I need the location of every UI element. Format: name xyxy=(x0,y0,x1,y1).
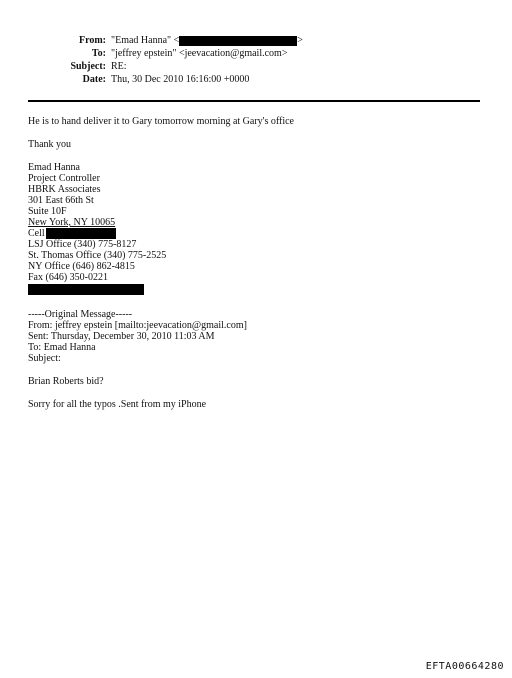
original-divider: -----Original Message----- xyxy=(28,309,133,320)
body-thanks: Thank you xyxy=(28,139,72,150)
original-message: Brian Roberts bid? xyxy=(28,376,104,387)
original-footer-note: Sorry for all the typos .Sent from my iPhone xyxy=(28,399,207,410)
body-message: He is to hand deliver it to Gary tomorrow morning at Gary's office xyxy=(28,116,294,127)
signature-fax: Fax (646) 350-0221 xyxy=(28,272,108,283)
original-to: To: Emad Hanna xyxy=(28,342,96,353)
original-sent: Sent: Thursday, December 30, 2010 11:03 AM xyxy=(28,331,215,342)
signature-lsj-office: LSJ Office (340) 775-8127 xyxy=(28,239,137,250)
from-name: "Emad Hanna" < xyxy=(111,35,180,46)
to-label: To: xyxy=(91,48,106,59)
from-close: > xyxy=(297,35,303,46)
to-value: "jeffrey epstein" <jeevacation@gmail.com> xyxy=(111,48,288,59)
date-label: Date: xyxy=(82,74,106,85)
signature-address3: New York, NY 10065 xyxy=(28,217,116,228)
document-id: EFTA00664280 xyxy=(425,661,504,672)
redaction-bar xyxy=(28,284,144,295)
redaction-bar xyxy=(179,36,297,46)
signature-title: Project Controller xyxy=(28,173,100,184)
from-value xyxy=(111,34,303,47)
original-subject: Subject: xyxy=(28,353,61,364)
email-header xyxy=(30,34,490,86)
signature-address1: 301 East 66th St xyxy=(28,195,94,206)
signature-name: Emad Hanna xyxy=(28,162,80,173)
from-label: From: xyxy=(78,35,106,46)
header-divider xyxy=(28,100,480,102)
signature-address2: Suite 10F xyxy=(28,206,67,217)
signature-cell xyxy=(28,228,116,239)
signature-st-thomas-office: St. Thomas Office (340) 775-2525 xyxy=(28,250,167,261)
signature-company: HBRK Associates xyxy=(28,184,101,195)
signature-ny-office: NY Office (646) 862-4815 xyxy=(28,261,135,272)
redaction-bar xyxy=(46,228,116,239)
original-from: From: jeffrey epstein [mailto:jeevacation@gmail.com] xyxy=(28,320,247,331)
date-value: Thu, 30 Dec 2010 16:16:00 +0000 xyxy=(111,74,250,85)
subject-label: Subject: xyxy=(70,61,106,72)
subject-value: RE: xyxy=(111,61,127,72)
cell-label: Cell xyxy=(28,228,45,239)
